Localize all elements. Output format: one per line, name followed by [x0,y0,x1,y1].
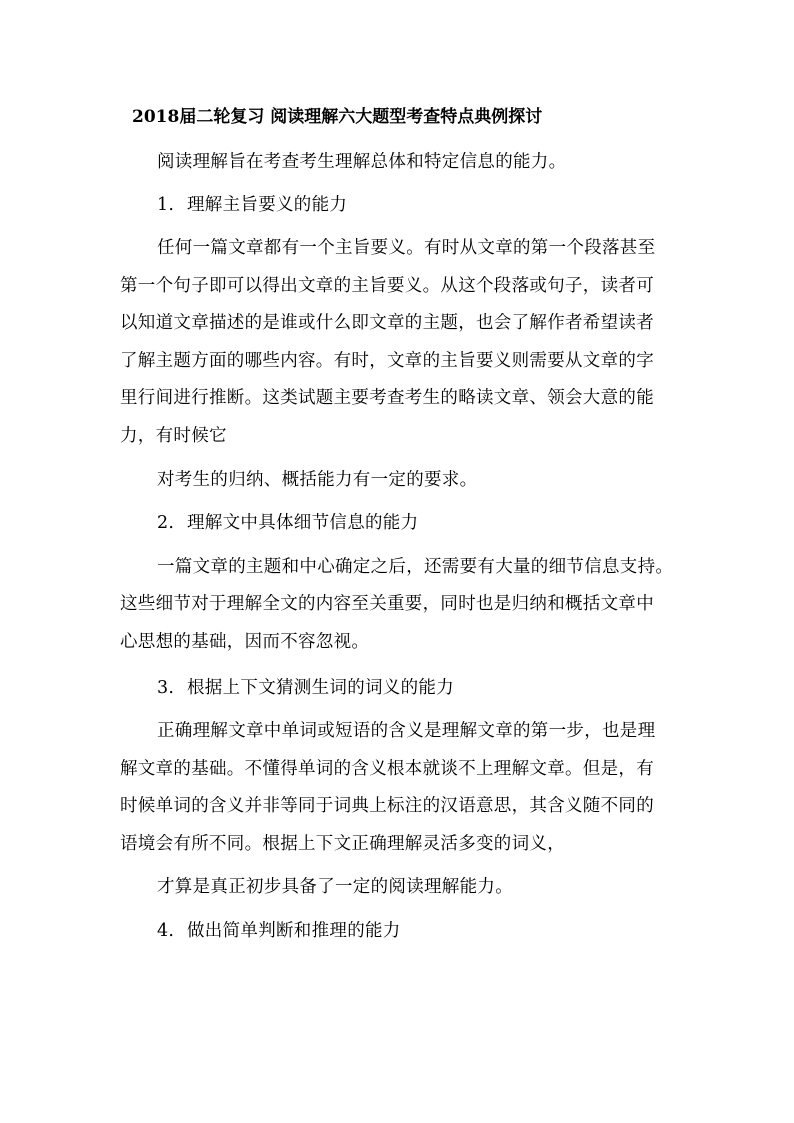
section-1-line-1: 任何一篇文章都有一个主旨要义。有时从文章的第一个段落甚至 [157,238,656,258]
section-1-line-4: 了解主题方面的哪些内容。有时，文章的主旨要义则需要从文章的字 [120,351,654,371]
section-number: 4. [157,921,175,941]
section-3-line-4: 语境会有所不同。根据上下文正确理解灵活多变的词义， [120,834,565,854]
section-1-extra: 对考生的归纳、概括能力有一定的要求。 [157,470,478,490]
section-2-line-2: 这些细节对于理解全文的内容至关重要，同时也是归纳和概括文章中 [120,594,654,614]
section-3-line-2: 解文章的基础。不懂得单词的含义根本就谈不上理解文章。但是，有 [120,759,654,779]
section-number: 3. [157,678,175,698]
section-number: 1. [157,195,175,215]
section-3-line-3: 时候单词的含义并非等同于词典上标注的汉语意思，其含义随不同的 [120,796,654,816]
section-2-line-1: 一篇文章的主题和中心确定之后，还需要有大量的细节信息支持。 [157,557,674,577]
section-1-line-5: 里行间进行推断。这类试题主要考查考生的略读文章、领会大意的能 [120,388,654,408]
section-4-heading [157,917,717,945]
section-3-extra: 才算是真正初步具备了一定的阅读理解能力。 [157,877,513,897]
section-3-line-1: 正确理解文章中单词或短语的含义是理解文章的第一步，也是理 [157,721,656,741]
section-1-line-3: 以知道文章描述的是谁或什么即文章的主题，也会了解作者希望读者 [120,313,654,333]
section-title: 理解文中具体细节信息的能力 [187,513,419,533]
section-title: 根据上下文猜测生词的词义的能力 [187,678,454,698]
section-1-heading [157,191,717,219]
section-1-line-6: 力，有时候它 [120,426,227,446]
section-2-line-3: 心思想的基础，因而不容忽视。 [120,632,370,652]
section-title: 做出简单判断和推理的能力 [187,921,401,941]
intro-paragraph: 阅读理解旨在考查考生理解总体和特定信息的能力。 [157,152,567,172]
section-2-heading [157,509,717,537]
section-number: 2. [157,513,175,533]
section-3-heading [157,674,717,702]
document-title: 2018届二轮复习 阅读理解六大题型考查特点典例探讨 [132,107,543,127]
section-title: 理解主旨要义的能力 [187,195,348,215]
section-1-line-2: 第一个句子即可以得出文章的主旨要义。从这个段落或句子，读者可 [120,276,654,296]
